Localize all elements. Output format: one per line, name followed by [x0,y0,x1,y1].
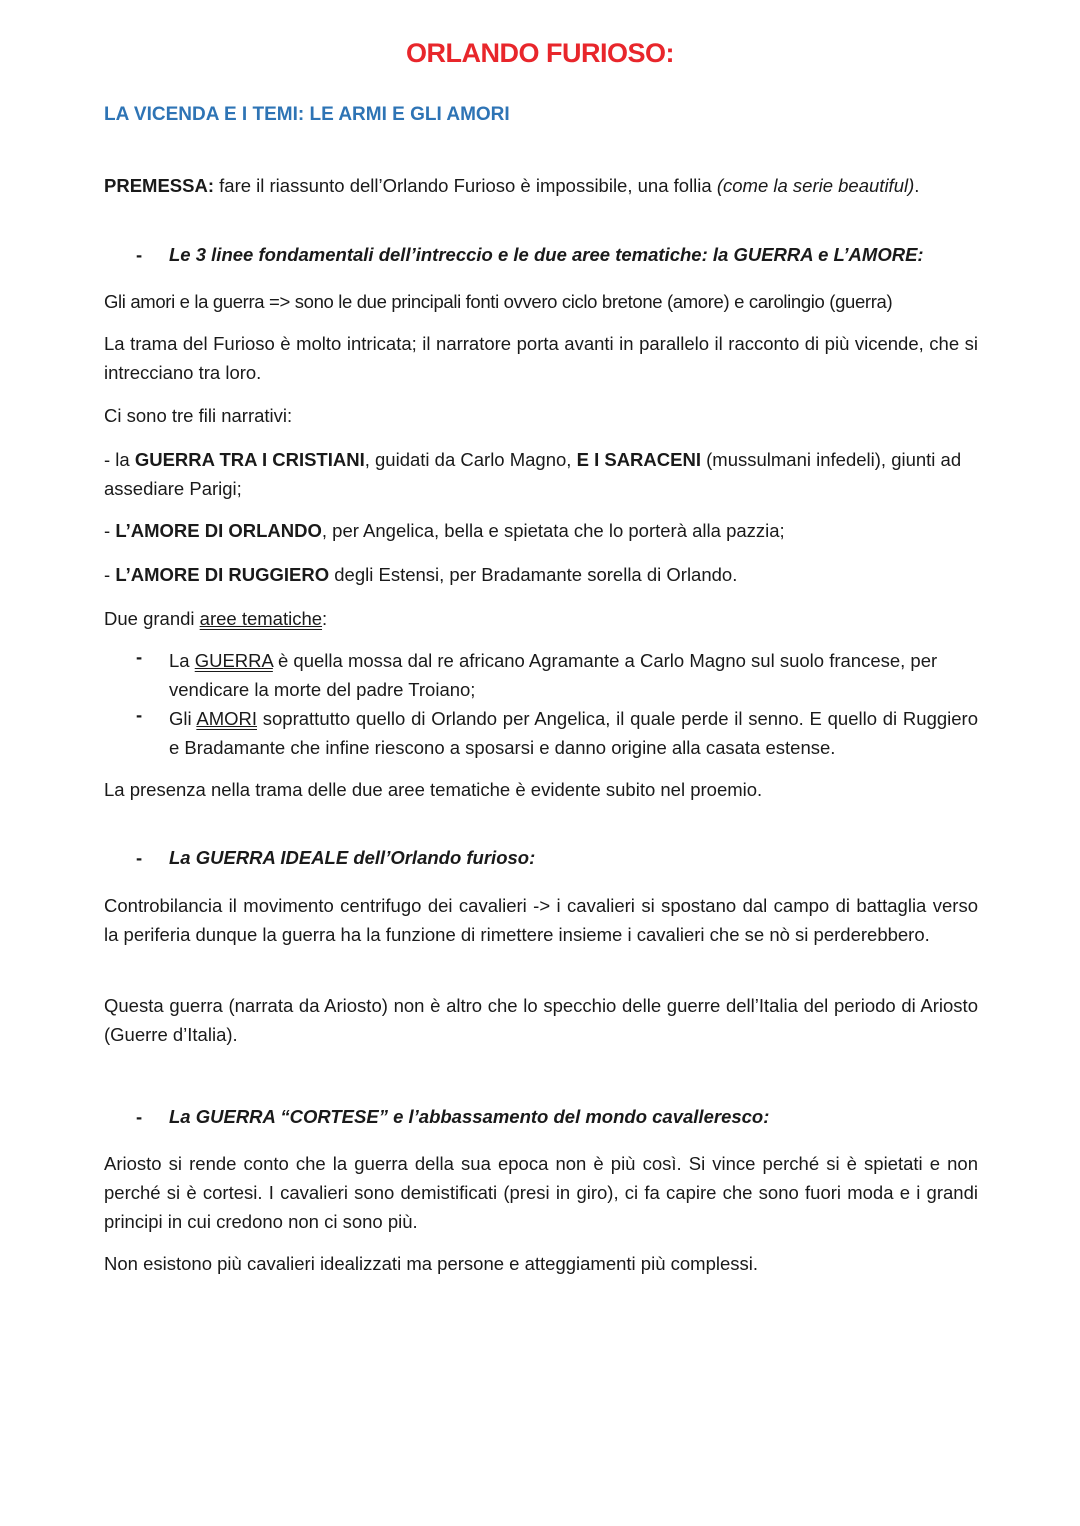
section3-paragraph-1: Ariosto si rende conto che la guerra della sua epoca non è più così. Si vince perché si è spietati e non perché si è cortesi. I cavalieri sono demistificati (presi in giro), ci fa capire che sono fuori moda e i grandi principi in cui credono non ci sono più. [104,1153,978,1232]
thread-orlando-bold: L’AMORE DI ORLANDO [115,520,322,541]
section2-bullet: - [136,847,143,868]
premessa-aside: (come la serie beautiful) [716,175,915,196]
premessa-end: . [914,175,920,196]
thread-war-rest: (mussulmani infedeli), giunti ad assediare Parigi; [104,449,962,499]
item-amori-prefix: Gli [169,708,197,729]
premessa-label: PREMESSA: [104,175,214,196]
item-guerra [169,646,978,704]
section1-paragraph-4: La presenza nella trama delle due aree tematiche è evidente subito nel proemio. [104,779,763,800]
thread-ruggiero-bold: L’AMORE DI RUGGIERO [115,564,330,585]
thread-war [104,445,978,503]
thread-orlando-prefix: - [104,520,116,541]
section1-paragraph-2: La trama del Furioso è molto intricata; il narratore porta avanti in parallelo il racconto di più vicende, che si intrecciano tra loro. [104,333,978,383]
thread-war-prefix: - la [104,449,135,470]
section3-heading: La GUERRA “CORTESE” e l’abbassamento del mondo cavalleresco: [169,1106,770,1127]
section2-paragraph-1: Controbilancia il movimento centrifugo dei cavalieri -> i cavalieri si spostano dal campo di battaglia verso la periferia dunque la guerra ha la funzione di rimettere insieme i cavalieri che se nò si perderebbero. [104,895,978,945]
thread-war-mid: , guidati da Carlo Magno, [364,449,577,470]
premessa-paragraph [104,171,978,200]
item-amori-bullet: - [136,704,143,725]
thread-war-bold-2: E I SARACENI [576,449,701,470]
section2-heading: La GUERRA IDEALE dell’Orlando furioso: [169,847,536,868]
document-subtitle: LA VICENDA E I TEMI: LE ARMI E GLI AMORI [104,104,510,125]
document-title: ORLANDO FURIOSO: [406,38,674,68]
section3-paragraph-2: Non esistono più cavalieri idealizzati ma persone e atteggiamenti più complessi. [104,1253,759,1274]
premessa-text: fare il riassunto dell’Orlando Furioso è impossibile, una follia [214,175,717,196]
section1-heading: Le 3 linee fondamentali dell’intreccio e le due aree tematiche: la GUERRA e L’AMORE: [169,244,924,265]
section1-bullet: - [136,244,143,265]
item-guerra-rest: è quella mossa dal re africano Agramante a Carlo Magno sul suolo francese, per vendicare la morte del padre Troiano; [169,650,938,700]
thread-ruggiero-prefix: - [104,564,116,585]
aree-underlined: aree tematiche [199,608,323,629]
section1-paragraph-1: Gli amori e la guerra => sono le due principali fonti ovvero ciclo bretone (amore) e carolingio (guerra) [104,291,893,312]
thread-ruggiero-rest: degli Estensi, per Bradamante sorella di Orlando. [329,564,738,585]
aree-suffix: : [322,608,328,629]
aree-prefix: Due grandi [104,608,200,629]
thread-ruggiero [104,560,978,589]
item-guerra-bullet: - [136,646,143,667]
section2-paragraph-2: Questa guerra (narrata da Ariosto) non è altro che lo specchio delle guerre dell’Italia del periodo di Ariosto (Guerre d’Italia). [104,995,978,1045]
section3-bullet: - [136,1106,143,1127]
thread-war-bold-1: GUERRA TRA I CRISTIANI [134,449,365,470]
item-amori [169,704,978,762]
thread-orlando [104,516,978,545]
item-guerra-underlined: GUERRA [194,650,273,671]
section1-paragraph-3: Ci sono tre fili narrativi: [104,405,293,426]
thread-orlando-rest: , per Angelica, bella e spietata che lo porterà alla pazzia; [321,520,785,541]
item-amori-underlined: AMORI [196,708,257,729]
aree-tematiche-line [104,604,978,633]
item-amori-rest: soprattutto quello di Orlando per Angelica, il quale perde il senno. E quello di Ruggiero e Bradamante che infine riescono a sposarsi e danno origine alla casata estense. [169,708,978,758]
item-guerra-prefix: La [169,650,195,671]
